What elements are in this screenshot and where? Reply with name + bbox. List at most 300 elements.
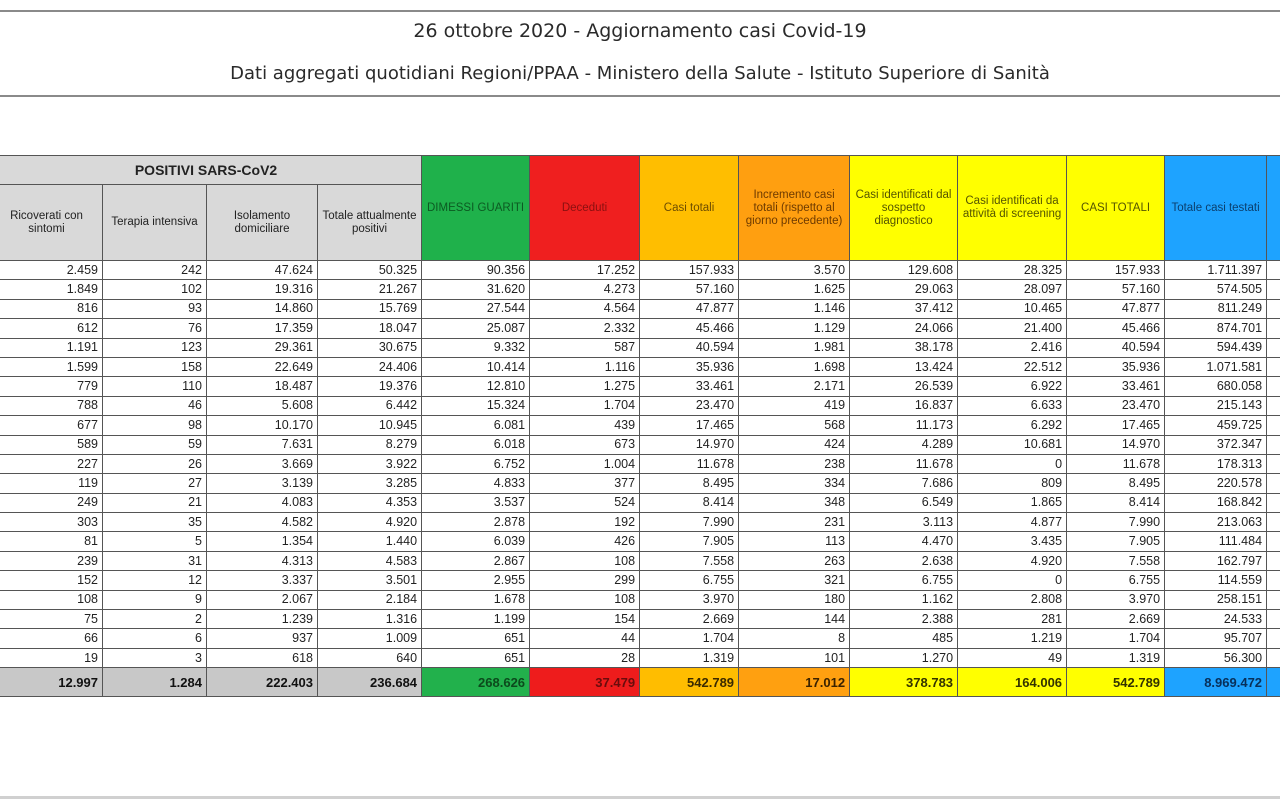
table-row — [0, 299, 1280, 318]
table-cell: 3.922 — [318, 454, 422, 473]
table-cell: 1.129 — [739, 319, 850, 338]
table-cell: 1.199 — [422, 610, 530, 629]
table-cell: 1.239 — [207, 610, 318, 629]
table-cell: 1.981 — [739, 338, 850, 357]
table-cell: 45.466 — [640, 319, 739, 338]
table-cell: 1.865 — [958, 493, 1067, 512]
table-cell: 8.414 — [1067, 493, 1165, 512]
table-cell: 1.319 — [640, 648, 739, 667]
table-cell: 57.160 — [1067, 280, 1165, 299]
table-cell: 239 — [0, 551, 103, 570]
table-cell-edge — [1267, 551, 1280, 570]
table-cell: 2.459 — [0, 261, 103, 280]
table-cell: 6.549 — [850, 493, 958, 512]
table-cell: 17.252 — [530, 261, 640, 280]
table-cell: 66 — [0, 629, 103, 648]
table-cell: 10.414 — [422, 357, 530, 376]
table-cell: 424 — [739, 435, 850, 454]
table-cell: 33.461 — [640, 377, 739, 396]
table-cell: 4.920 — [318, 513, 422, 532]
table-cell: 24.406 — [318, 357, 422, 376]
table-cell: 3.669 — [207, 454, 318, 473]
table-cell: 17.465 — [1067, 416, 1165, 435]
table-cell: 811.249 — [1165, 299, 1267, 318]
table-cell: 8.495 — [640, 474, 739, 493]
table-cell: 2.332 — [530, 319, 640, 338]
table-row — [0, 513, 1280, 532]
table-cell: 281 — [958, 610, 1067, 629]
title-divider — [0, 95, 1280, 97]
table-cell: 18.047 — [318, 319, 422, 338]
table-cell: 242 — [103, 261, 207, 280]
table-cell: 24.533 — [1165, 610, 1267, 629]
table-cell: 101 — [739, 648, 850, 667]
table-cell: 6.442 — [318, 396, 422, 415]
table-cell: 95.707 — [1165, 629, 1267, 648]
table-cell: 157.933 — [640, 261, 739, 280]
table-cell: 4.289 — [850, 435, 958, 454]
table-cell: 4.877 — [958, 513, 1067, 532]
table-cell: 47.877 — [640, 299, 739, 318]
table-cell: 1.270 — [850, 648, 958, 667]
table-cell: 162.797 — [1165, 551, 1267, 570]
table-cell: 11.678 — [640, 454, 739, 473]
table-cell: 27.544 — [422, 299, 530, 318]
total-cell: 542.789 — [640, 668, 739, 697]
table-cell: 25.087 — [422, 319, 530, 338]
table-cell: 220.578 — [1165, 474, 1267, 493]
table-cell-edge — [1267, 261, 1280, 280]
top-divider — [0, 10, 1280, 12]
table-row — [0, 629, 1280, 648]
table-cell: 22.512 — [958, 357, 1067, 376]
table-cell: 23.470 — [1067, 396, 1165, 415]
table-cell: 1.146 — [739, 299, 850, 318]
table-cell: 4.920 — [958, 551, 1067, 570]
table-cell: 56.300 — [1165, 648, 1267, 667]
table-row — [0, 261, 1280, 280]
table-cell: 574.505 — [1165, 280, 1267, 299]
table-cell: 612 — [0, 319, 103, 338]
table-cell: 1.116 — [530, 357, 640, 376]
table-cell: 8 — [739, 629, 850, 648]
table-cell: 816 — [0, 299, 103, 318]
table-cell: 31 — [103, 551, 207, 570]
table-cell-edge — [1267, 396, 1280, 415]
table-cell: 3 — [103, 648, 207, 667]
col-header-incremento: Incremento casi totali (rispetto al giorno precedente) — [739, 156, 850, 261]
table-row — [0, 590, 1280, 609]
table-cell-edge — [1267, 610, 1280, 629]
table-cell: 40.594 — [640, 338, 739, 357]
table-cell: 23.470 — [640, 396, 739, 415]
col-header-casi-totali-caps: CASI TOTALI — [1067, 156, 1165, 261]
table-cell-edge — [1267, 648, 1280, 667]
table-cell: 1.004 — [530, 454, 640, 473]
table-cell: 4.470 — [850, 532, 958, 551]
table-cell: 8.495 — [1067, 474, 1165, 493]
total-cell: 542.789 — [1067, 668, 1165, 697]
table-cell: 192 — [530, 513, 640, 532]
total-cell: 164.006 — [958, 668, 1067, 697]
table-cell: 1.440 — [318, 532, 422, 551]
table-cell: 35 — [103, 513, 207, 532]
table-cell-edge — [1267, 338, 1280, 357]
table-cell: 29.361 — [207, 338, 318, 357]
table-row — [0, 532, 1280, 551]
table-cell: 114.559 — [1165, 571, 1267, 590]
col-header-isolamento: Isolamento domiciliare — [207, 185, 318, 261]
table-cell: 178.313 — [1165, 454, 1267, 473]
total-cell: 12.997 — [0, 668, 103, 697]
table-cell: 215.143 — [1165, 396, 1267, 415]
table-cell: 108 — [0, 590, 103, 609]
table-cell: 589 — [0, 435, 103, 454]
table-cell: 6.633 — [958, 396, 1067, 415]
table-cell: 673 — [530, 435, 640, 454]
table-cell: 618 — [207, 648, 318, 667]
table-cell: 30.675 — [318, 338, 422, 357]
table-cell-edge — [1267, 357, 1280, 376]
table-cell: 7.558 — [640, 551, 739, 570]
table-cell-edge — [1267, 571, 1280, 590]
table-cell: 1.678 — [422, 590, 530, 609]
table-cell: 21.400 — [958, 319, 1067, 338]
table-cell: 587 — [530, 338, 640, 357]
table-cell: 524 — [530, 493, 640, 512]
table-cell: 2.388 — [850, 610, 958, 629]
table-cell-edge — [1267, 454, 1280, 473]
table-cell: 12.810 — [422, 377, 530, 396]
table-cell: 12 — [103, 571, 207, 590]
table-cell: 8.279 — [318, 435, 422, 454]
table-cell: 6.081 — [422, 416, 530, 435]
table-cell: 45.466 — [1067, 319, 1165, 338]
table-cell: 10.465 — [958, 299, 1067, 318]
table-cell: 1.071.581 — [1165, 357, 1267, 376]
table-cell: 7.905 — [640, 532, 739, 551]
table-cell: 14.970 — [1067, 435, 1165, 454]
table-cell: 258.151 — [1165, 590, 1267, 609]
table-cell: 10.170 — [207, 416, 318, 435]
table-cell-edge — [1267, 435, 1280, 454]
table-cell: 22.649 — [207, 357, 318, 376]
total-cell: 1.284 — [103, 668, 207, 697]
table-cell: 19 — [0, 648, 103, 667]
table-cell-edge — [1267, 629, 1280, 648]
total-cell: 378.783 — [850, 668, 958, 697]
table-cell: 40.594 — [1067, 338, 1165, 357]
col-header-terapia: Terapia intensiva — [103, 185, 207, 261]
col-header-ricoverati: Ricoverati con sintomi — [0, 185, 103, 261]
table-cell: 0 — [958, 571, 1067, 590]
table-cell: 113 — [739, 532, 850, 551]
table-row — [0, 551, 1280, 570]
table-cell: 10.945 — [318, 416, 422, 435]
table-cell: 29.063 — [850, 280, 958, 299]
table-row — [0, 571, 1280, 590]
table-cell: 37.412 — [850, 299, 958, 318]
table-cell: 5.608 — [207, 396, 318, 415]
table-cell: 44 — [530, 629, 640, 648]
table-cell: 59 — [103, 435, 207, 454]
table-cell: 9.332 — [422, 338, 530, 357]
table-cell: 158 — [103, 357, 207, 376]
total-cell-edge — [1267, 668, 1280, 697]
table-cell: 13.424 — [850, 357, 958, 376]
table-cell: 6 — [103, 629, 207, 648]
table-cell: 3.970 — [640, 590, 739, 609]
total-cell: 37.479 — [530, 668, 640, 697]
table-cell-edge — [1267, 532, 1280, 551]
table-cell: 6.755 — [850, 571, 958, 590]
table-cell-edge — [1267, 493, 1280, 512]
table-cell: 1.191 — [0, 338, 103, 357]
table-row — [0, 338, 1280, 357]
table-cell: 5 — [103, 532, 207, 551]
table-cell: 7.686 — [850, 474, 958, 493]
table-cell: 1.354 — [207, 532, 318, 551]
table-cell: 7.558 — [1067, 551, 1165, 570]
table-cell: 11.678 — [850, 454, 958, 473]
table-cell-edge — [1267, 319, 1280, 338]
table-cell: 3.970 — [1067, 590, 1165, 609]
table-cell: 24.066 — [850, 319, 958, 338]
table-cell: 81 — [0, 532, 103, 551]
table-cell: 76 — [103, 319, 207, 338]
col-header-totale-positivi: Totale attualmente positivi — [318, 185, 422, 261]
table-cell: 110 — [103, 377, 207, 396]
covid-data-table — [0, 155, 1280, 697]
table-cell: 11.678 — [1067, 454, 1165, 473]
table-cell-edge — [1267, 590, 1280, 609]
table-body — [0, 261, 1280, 697]
table-cell: 19.316 — [207, 280, 318, 299]
table-cell: 27 — [103, 474, 207, 493]
table-cell: 57.160 — [640, 280, 739, 299]
table-cell: 6.039 — [422, 532, 530, 551]
table-cell: 9 — [103, 590, 207, 609]
table-cell: 2.171 — [739, 377, 850, 396]
table-cell: 4.273 — [530, 280, 640, 299]
table-cell: 213.063 — [1165, 513, 1267, 532]
table-cell: 2.867 — [422, 551, 530, 570]
table-cell: 28 — [530, 648, 640, 667]
table-row — [0, 319, 1280, 338]
table-cell: 2.878 — [422, 513, 530, 532]
table-cell: 1.319 — [1067, 648, 1165, 667]
table-cell: 2.416 — [958, 338, 1067, 357]
table-cell: 49 — [958, 648, 1067, 667]
table-cell: 299 — [530, 571, 640, 590]
table-cell: 14.860 — [207, 299, 318, 318]
table-cell: 26.539 — [850, 377, 958, 396]
table-cell: 640 — [318, 648, 422, 667]
table-row — [0, 648, 1280, 667]
col-header-dimessi: DIMESSI GUARITI — [422, 156, 530, 261]
table-cell: 419 — [739, 396, 850, 415]
table-cell: 7.990 — [1067, 513, 1165, 532]
table-cell: 303 — [0, 513, 103, 532]
table-row — [0, 474, 1280, 493]
table-cell: 2.638 — [850, 551, 958, 570]
table-cell: 8.414 — [640, 493, 739, 512]
table-cell: 18.487 — [207, 377, 318, 396]
table-cell: 7.631 — [207, 435, 318, 454]
table-cell: 102 — [103, 280, 207, 299]
table-cell: 6.755 — [1067, 571, 1165, 590]
table-cell: 6.292 — [958, 416, 1067, 435]
table-cell: 334 — [739, 474, 850, 493]
table-cell: 144 — [739, 610, 850, 629]
table-cell: 372.347 — [1165, 435, 1267, 454]
table-cell: 6.922 — [958, 377, 1067, 396]
total-cell: 268.626 — [422, 668, 530, 697]
table-row — [0, 416, 1280, 435]
table-cell: 321 — [739, 571, 850, 590]
table-cell: 1.711.397 — [1165, 261, 1267, 280]
table-cell: 2.955 — [422, 571, 530, 590]
table-cell: 111.484 — [1165, 532, 1267, 551]
table-cell: 129.608 — [850, 261, 958, 280]
table-cell: 231 — [739, 513, 850, 532]
table-cell: 263 — [739, 551, 850, 570]
total-cell: 8.969.472 — [1165, 668, 1267, 697]
table-row — [0, 396, 1280, 415]
table-cell: 168.842 — [1165, 493, 1267, 512]
table-cell: 17.359 — [207, 319, 318, 338]
table-cell: 90.356 — [422, 261, 530, 280]
table-cell: 0 — [958, 454, 1067, 473]
table-cell: 568 — [739, 416, 850, 435]
table-cell: 227 — [0, 454, 103, 473]
col-header-cut-off — [1267, 156, 1280, 261]
table-cell: 46 — [103, 396, 207, 415]
table-cell: 2.808 — [958, 590, 1067, 609]
table-cell: 6.755 — [640, 571, 739, 590]
table-cell: 93 — [103, 299, 207, 318]
table-cell: 1.704 — [530, 396, 640, 415]
table-cell: 3.285 — [318, 474, 422, 493]
table-cell: 47.624 — [207, 261, 318, 280]
table-row — [0, 493, 1280, 512]
table-cell: 16.837 — [850, 396, 958, 415]
table-cell: 651 — [422, 629, 530, 648]
table-cell: 35.936 — [640, 357, 739, 376]
table-cell: 157.933 — [1067, 261, 1165, 280]
table-cell: 426 — [530, 532, 640, 551]
table-cell: 123 — [103, 338, 207, 357]
table-cell: 779 — [0, 377, 103, 396]
table-cell: 874.701 — [1165, 319, 1267, 338]
col-header-screening: Casi identificati da attività di screening — [958, 156, 1067, 261]
table-cell: 1.162 — [850, 590, 958, 609]
table-cell: 3.570 — [739, 261, 850, 280]
table-cell: 1.275 — [530, 377, 640, 396]
table-cell: 108 — [530, 551, 640, 570]
table-cell: 47.877 — [1067, 299, 1165, 318]
table-cell: 50.325 — [318, 261, 422, 280]
table-cell: 1.316 — [318, 610, 422, 629]
table-cell: 1.009 — [318, 629, 422, 648]
table-cell: 119 — [0, 474, 103, 493]
col-header-casi-totali: Casi totali — [640, 156, 739, 261]
table-cell: 1.704 — [640, 629, 739, 648]
table-cell: 7.905 — [1067, 532, 1165, 551]
table-cell: 14.970 — [640, 435, 739, 454]
table-cell: 1.698 — [739, 357, 850, 376]
table-cell: 75 — [0, 610, 103, 629]
total-cell: 222.403 — [207, 668, 318, 697]
table-cell: 180 — [739, 590, 850, 609]
table-cell-edge — [1267, 280, 1280, 299]
table-cell: 108 — [530, 590, 640, 609]
col-header-sospetto: Casi identificati dal sospetto diagnostico — [850, 156, 958, 261]
table-cell: 677 — [0, 416, 103, 435]
table-cell: 651 — [422, 648, 530, 667]
table-cell: 21 — [103, 493, 207, 512]
table-cell-edge — [1267, 377, 1280, 396]
table-cell: 3.139 — [207, 474, 318, 493]
table-cell: 2.184 — [318, 590, 422, 609]
table-cell: 3.337 — [207, 571, 318, 590]
table-cell: 15.324 — [422, 396, 530, 415]
table-cell: 439 — [530, 416, 640, 435]
table-cell: 35.936 — [1067, 357, 1165, 376]
table-cell-edge — [1267, 416, 1280, 435]
table-cell: 377 — [530, 474, 640, 493]
table-cell: 1.219 — [958, 629, 1067, 648]
col-header-deceduti: Deceduti — [530, 156, 640, 261]
table-cell: 2.669 — [1067, 610, 1165, 629]
totals-row — [0, 668, 1280, 697]
table-cell-edge — [1267, 299, 1280, 318]
table-cell-edge — [1267, 513, 1280, 532]
table-cell: 249 — [0, 493, 103, 512]
table-cell: 4.833 — [422, 474, 530, 493]
table-cell: 459.725 — [1165, 416, 1267, 435]
table-cell: 485 — [850, 629, 958, 648]
table-cell-edge — [1267, 474, 1280, 493]
table-cell: 4.582 — [207, 513, 318, 532]
footer-divider — [0, 796, 1280, 799]
table-cell: 28.325 — [958, 261, 1067, 280]
table-cell: 154 — [530, 610, 640, 629]
table-row — [0, 357, 1280, 376]
table-cell: 4.353 — [318, 493, 422, 512]
table-cell: 2.067 — [207, 590, 318, 609]
table-cell: 38.178 — [850, 338, 958, 357]
table-cell: 4.564 — [530, 299, 640, 318]
table-cell: 98 — [103, 416, 207, 435]
table-cell: 152 — [0, 571, 103, 590]
table-row — [0, 435, 1280, 454]
positivi-group-header: POSITIVI SARS-CoV2 — [0, 156, 422, 185]
table-cell: 3.501 — [318, 571, 422, 590]
table-row — [0, 280, 1280, 299]
total-cell: 236.684 — [318, 668, 422, 697]
table-cell: 31.620 — [422, 280, 530, 299]
total-cell: 17.012 — [739, 668, 850, 697]
table-cell: 3.537 — [422, 493, 530, 512]
col-header-tamponi: Totale casi testati — [1165, 156, 1267, 261]
table-cell: 3.113 — [850, 513, 958, 532]
table-cell: 1.599 — [0, 357, 103, 376]
table-cell: 680.058 — [1165, 377, 1267, 396]
table-cell: 4.583 — [318, 551, 422, 570]
table-row — [0, 454, 1280, 473]
table-cell: 2 — [103, 610, 207, 629]
